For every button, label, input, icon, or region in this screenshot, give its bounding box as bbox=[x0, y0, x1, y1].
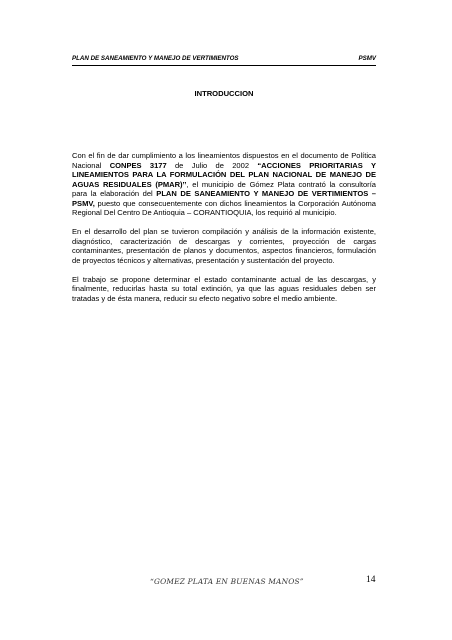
p1-text-1: Con el fin de dar cumplimiento a los lineamientos dispuestos en el documento de Política Nacional bbox=[72, 151, 376, 170]
paragraph-2: En el desarrollo del plan se tuvieron compilación y análisis de la información existente, diagnóstico, caracterización de descargas y corrientes, proyección de cargas contaminantes, presentación de planos y documentos, aspectos financieros, formulación de proyectos técnicos y alternativas, presentación y sustentación del proyecto. bbox=[72, 227, 376, 265]
footer-motto: “GOMEZ PLATA EN BUENAS MANOS” bbox=[150, 577, 304, 586]
p1-text-4: puesto que consecuentemente con dichos lineamientos la Corporación Autónoma Regional Del Centro De Antioquia – CORANTIOQUIA, los requirió al municipio. bbox=[72, 198, 376, 217]
p1-bold-conpes: CONPES 3177 bbox=[109, 160, 167, 170]
p1-bold-psmv: PLAN DE SANEAMIENTO Y MANEJO DE VERTIMIENTOS – PSMV, bbox=[72, 189, 376, 208]
header-acronym: PSMV bbox=[358, 55, 376, 62]
paragraph-3: El trabajo se propone determinar el estado contaminante actual de las descargas, y finalmente, reducirlas hasta su total extinción, ya que las aguas residuales deben ser tratadas y de ésta manera, reducir su efecto negativo sobre el medio ambiente. bbox=[72, 274, 376, 303]
section-title: INTRODUCCION bbox=[194, 89, 254, 98]
p1-text-3: , el municipio de Gómez Plata contrató la consultoría para la elaboración del bbox=[72, 179, 376, 198]
p1-bold-acciones: “ACCIONES PRIORITARIAS Y LINEAMIENTOS PARA LA FORMULACIÓN DEL PLAN NACIONAL DE MANEJO DE AGUAS RESIDUALES (PMAR)’’ bbox=[72, 160, 377, 189]
header-document-title: PLAN DE SANEAMIENTO Y MANEJO DE VERTIMIENTOS bbox=[72, 55, 239, 62]
p1-text-2: de Julio de 2002 bbox=[166, 160, 258, 170]
page-header bbox=[72, 55, 376, 66]
document-body bbox=[72, 151, 376, 313]
page-number: 14 bbox=[366, 575, 376, 585]
paragraph-1 bbox=[72, 151, 376, 218]
